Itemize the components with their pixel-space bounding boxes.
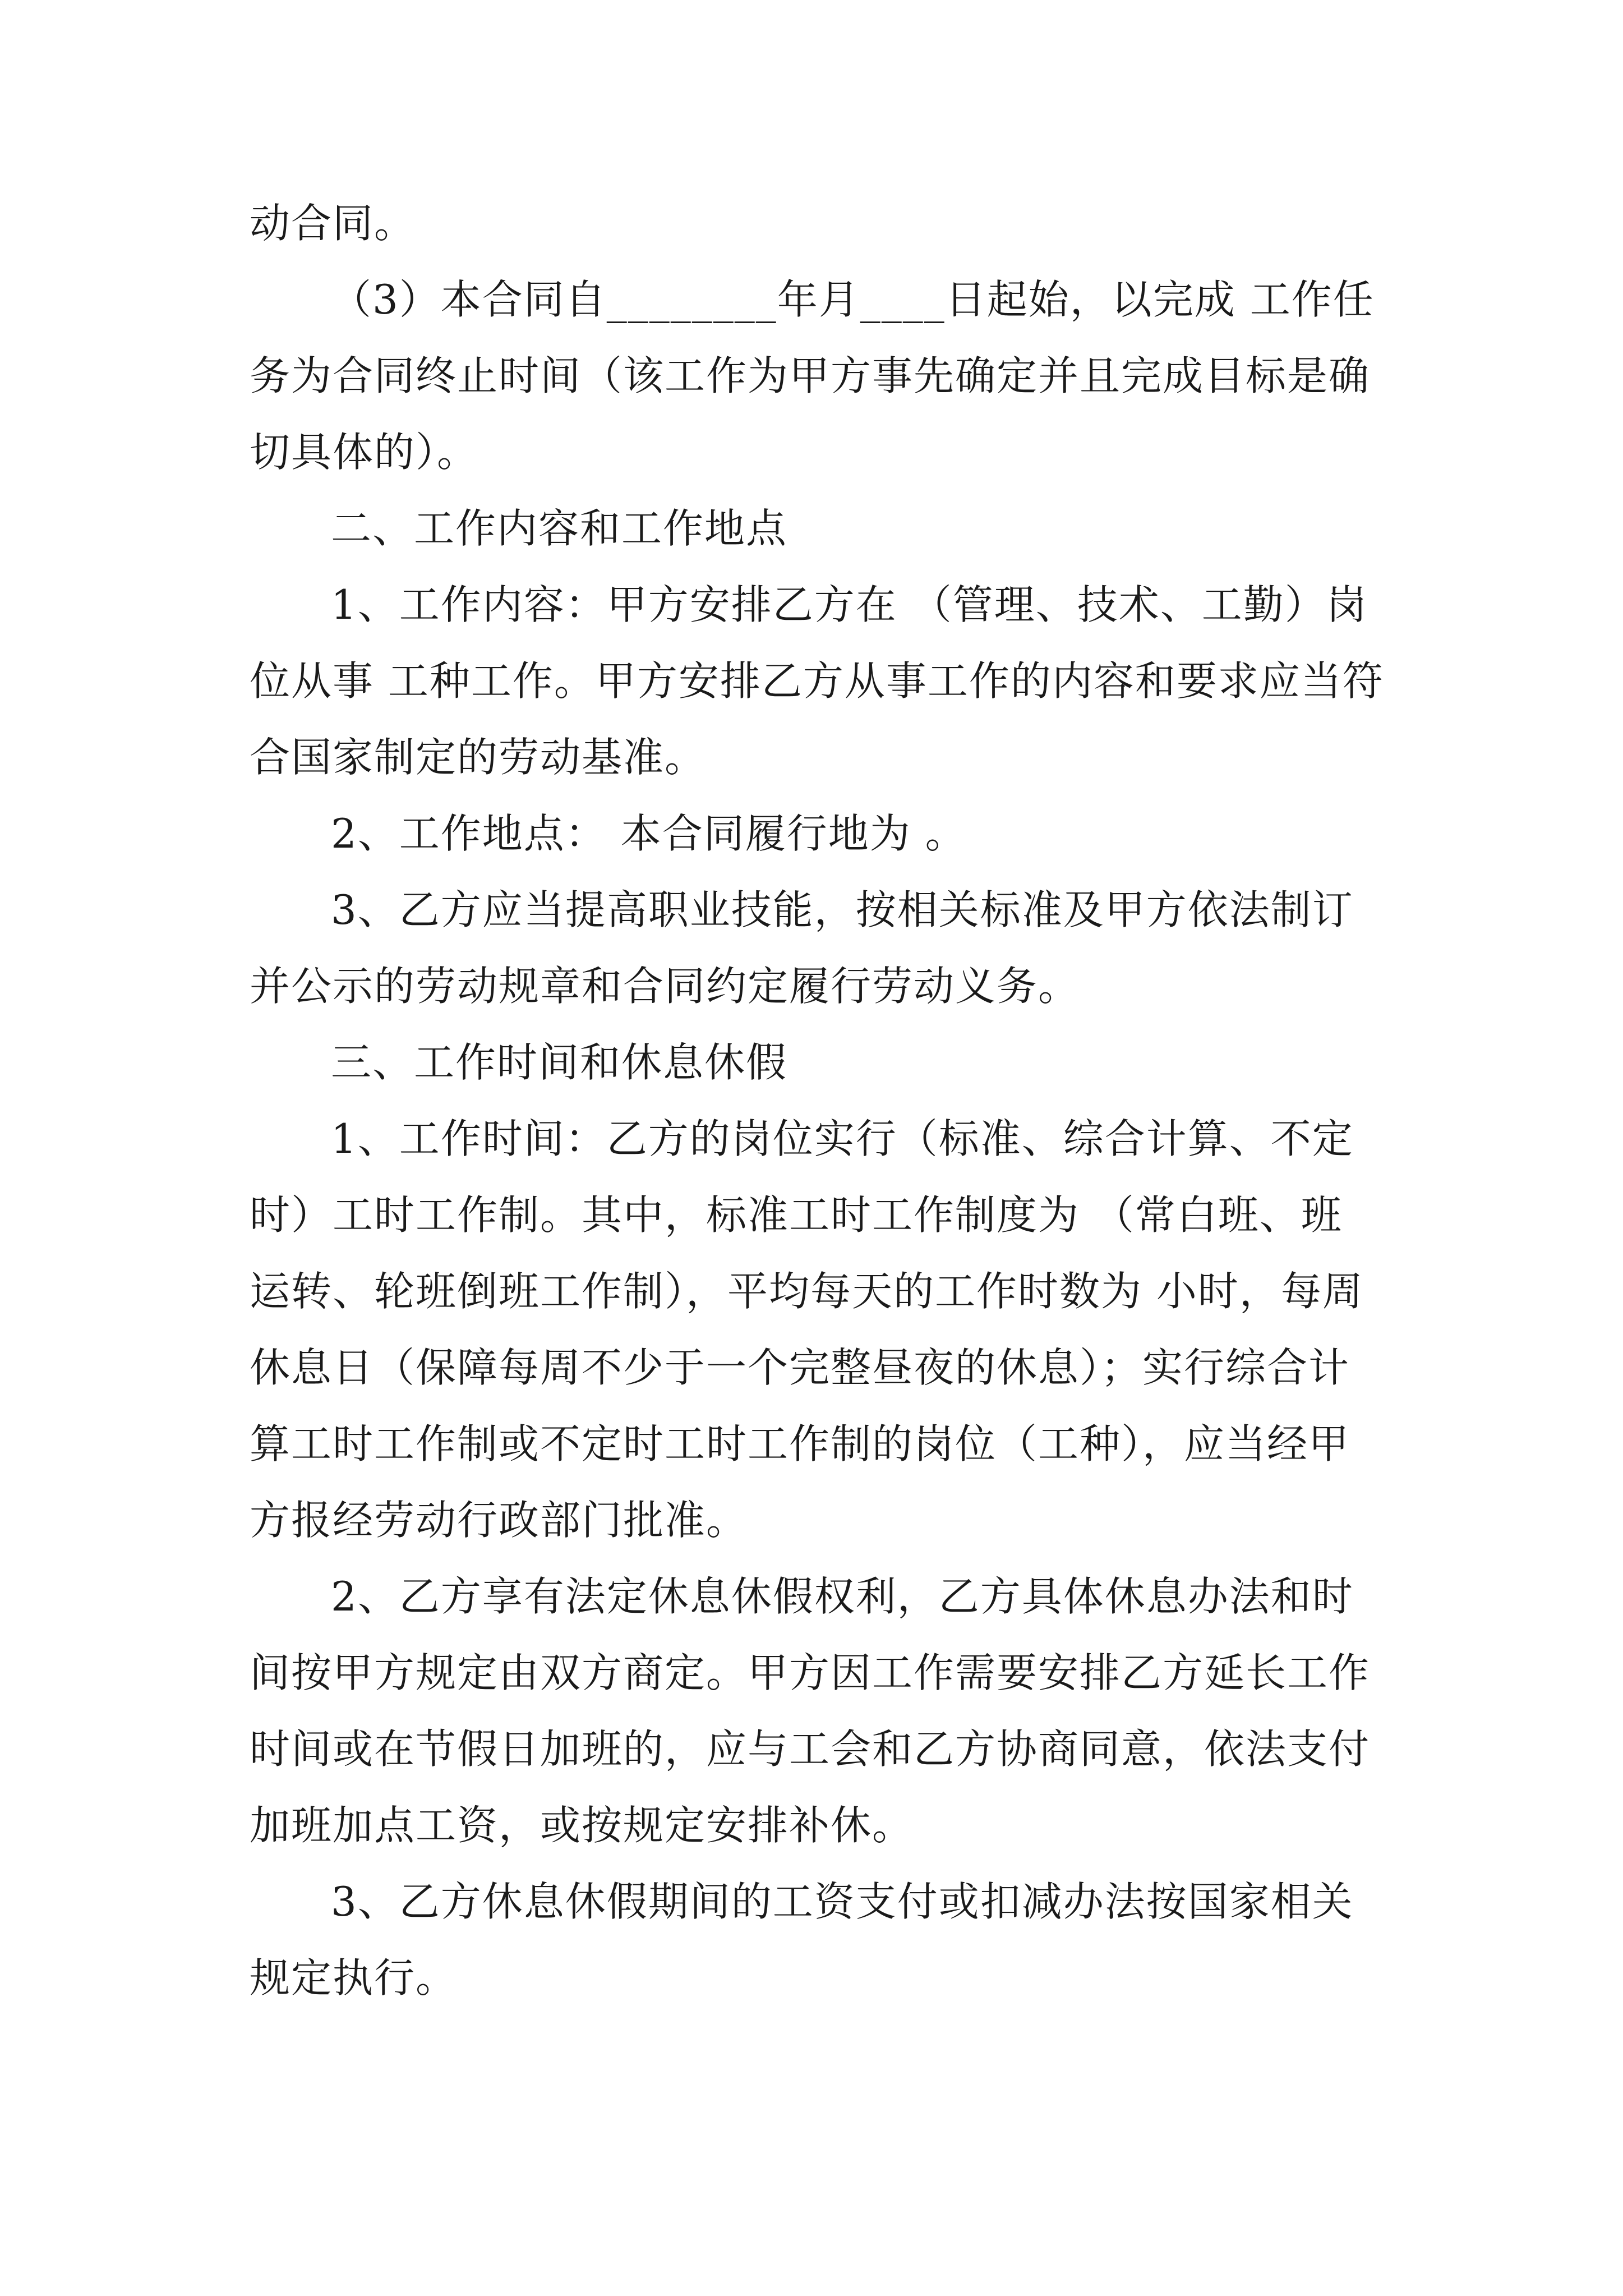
paragraph-contract-term-3: （3）本合同自________年月____日起始，以完成 工作任务为合同终止时间（该工作为甲方事先确定并且完成目标是确切具体的）。 — [250, 276, 1375, 476]
document-body — [250, 185, 1388, 2016]
paragraph-work-duties: 3、乙方应当提高职业技能，按相关标准及甲方依法制订并公示的劳动规章和合同约定履行劳动义务。 — [250, 886, 1354, 1010]
paragraph-work-hours: 1、工作时间：乙方的岗位实行（标准、综合计算、不定时）工时工作制。其中，标准工时工作制度为 （常白班、班 运转、轮班倒班工作制），平均每天的工作时数为 小时，每周休息日（保障每周不少于一个完整昼夜的休息）；实行综合计算工时工作制或不定时工时工作制的岗位（工种），应当经甲方报经劳动行政部门批准。 — [250, 1115, 1364, 1544]
paragraph-work-location: 2、工作地点： 本合同履行地为 。 — [331, 810, 967, 857]
paragraph-work-content: 1、工作内容：甲方安排乙方在 （管理、技术、工勤）岗位从事 工种工作。甲方安排乙方从事工作的内容和要求应当符合国家制定的劳动基准。 — [250, 581, 1384, 781]
section-heading-work-hours: 三、工作时间和休息休假 — [331, 1039, 788, 1086]
paragraph-contract-end: 动合同。 — [250, 200, 416, 247]
section-heading-work-content: 二、工作内容和工作地点 — [331, 505, 788, 552]
paragraph-leave-pay: 3、乙方休息休假期间的工资支付或扣减办法按国家相关规定执行。 — [250, 1878, 1354, 2001]
paragraph-rest-rights: 2、乙方享有法定休息休假权利，乙方具体休息办法和时间按甲方规定由双方商定。甲方因工作需要安排乙方延长工作时间或在节假日加班的，应与工会和乙方协商同意，依法支付加班加点工资，或按规定安排补休。 — [250, 1573, 1371, 1849]
